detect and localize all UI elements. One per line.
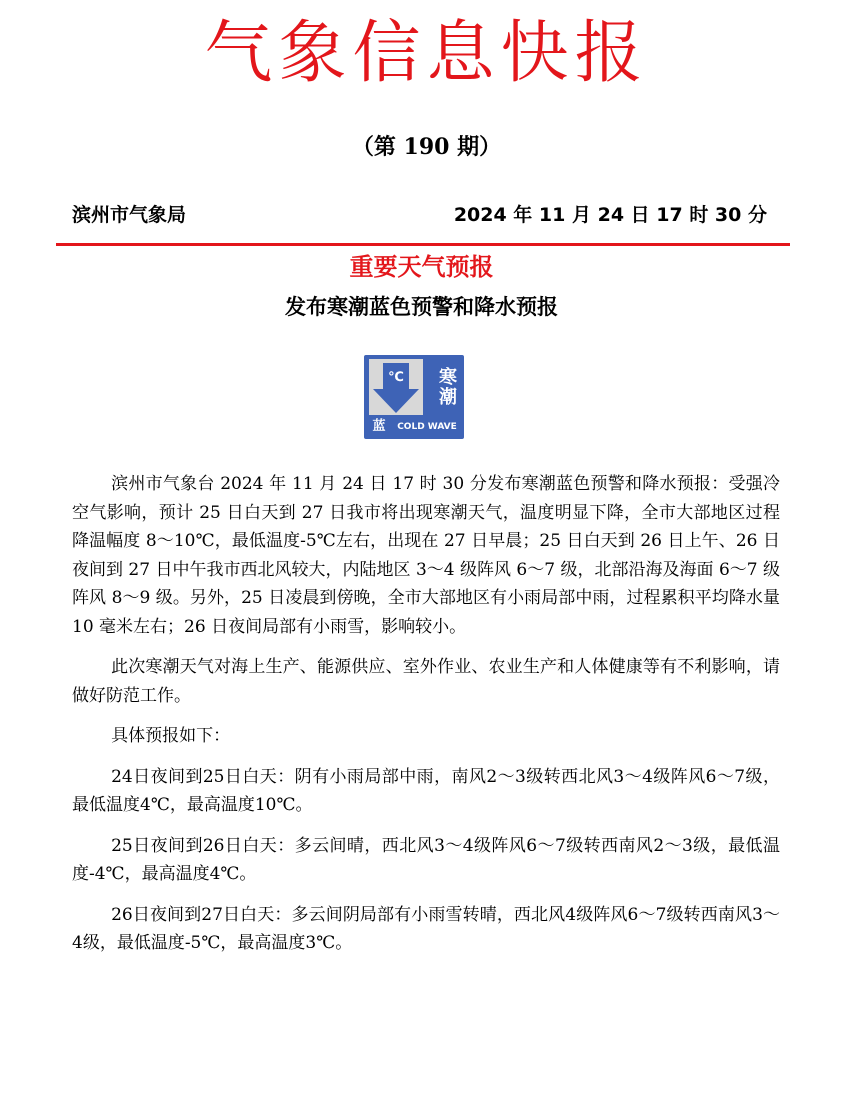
- forecast-body: [72, 470, 780, 970]
- badge-title: 寒潮: [436, 367, 457, 407]
- badge-unit: ℃: [388, 370, 404, 385]
- forecast-day-1: 24日夜间到25日白天：阴有小雨局部中雨，南风2～3级转西北风3～4级阵风6～7级，最低温度4℃，最高温度10℃。: [72, 766, 780, 815]
- badge-level: 蓝: [372, 419, 386, 434]
- impact-paragraph: 此次寒潮天气对海上生产、能源供应、室外作业、农业生产和人体健康等有不利影响，请做好防范工作。: [72, 657, 780, 706]
- thermometer-down-arrow-icon: [369, 359, 423, 415]
- headline: 重要天气预报: [349, 253, 494, 281]
- forecast-intro: 具体预报如下：: [111, 726, 231, 746]
- cold-wave-warning-badge: [364, 355, 464, 439]
- subheadline: 发布寒潮蓝色预警和降水预报: [285, 295, 558, 319]
- forecast-day-2: 25日夜间到26日白天：多云间晴，西北风3～4级阵风6～7级转西南风2～3级，最低温度-4℃，最高温度4℃。: [72, 835, 780, 884]
- badge-english-label: COLD WAVE: [397, 422, 457, 432]
- summary-paragraph: 滨州市气象台 2024 年 11 月 24 日 17 时 30 分发布寒潮蓝色预警和降水预报：受强冷空气影响，预计 25 日白天到 27 日我市将出现寒潮天气，温度明显下降，全市大部地区过程降温幅度 8～10℃，最低温度-5℃左右，出现在 27 日早晨；25 日白天到 26 日上午、26 日夜间到 27 日中午我市西北风较大，内陆地区 3～4 级阵风 6～7 级，北部沿海及海面 6～7 级阵风 8～9 级。另外，25 日凌晨到傍晚，全市大部地区有小雨局部中雨，过程累积平均降水量 10 毫米左右；26 日夜间局部有小雨雪，影响较小。: [72, 474, 780, 637]
- masthead-title: 气象信息快报: [204, 14, 649, 93]
- issuer-name: 滨州市气象局: [72, 204, 187, 226]
- issue-datetime: 2024 年 11 月 24 日 17 时 30 分: [453, 204, 767, 226]
- forecast-day-3: 26日夜间到27日白天：多云间阴局部有小雨雪转晴，西北风4级阵风6～7级转西南风3～4级，最低温度-5℃，最高温度3℃。: [72, 904, 780, 953]
- issue-number: （第 190 期）: [351, 134, 502, 160]
- header-divider: [56, 243, 790, 246]
